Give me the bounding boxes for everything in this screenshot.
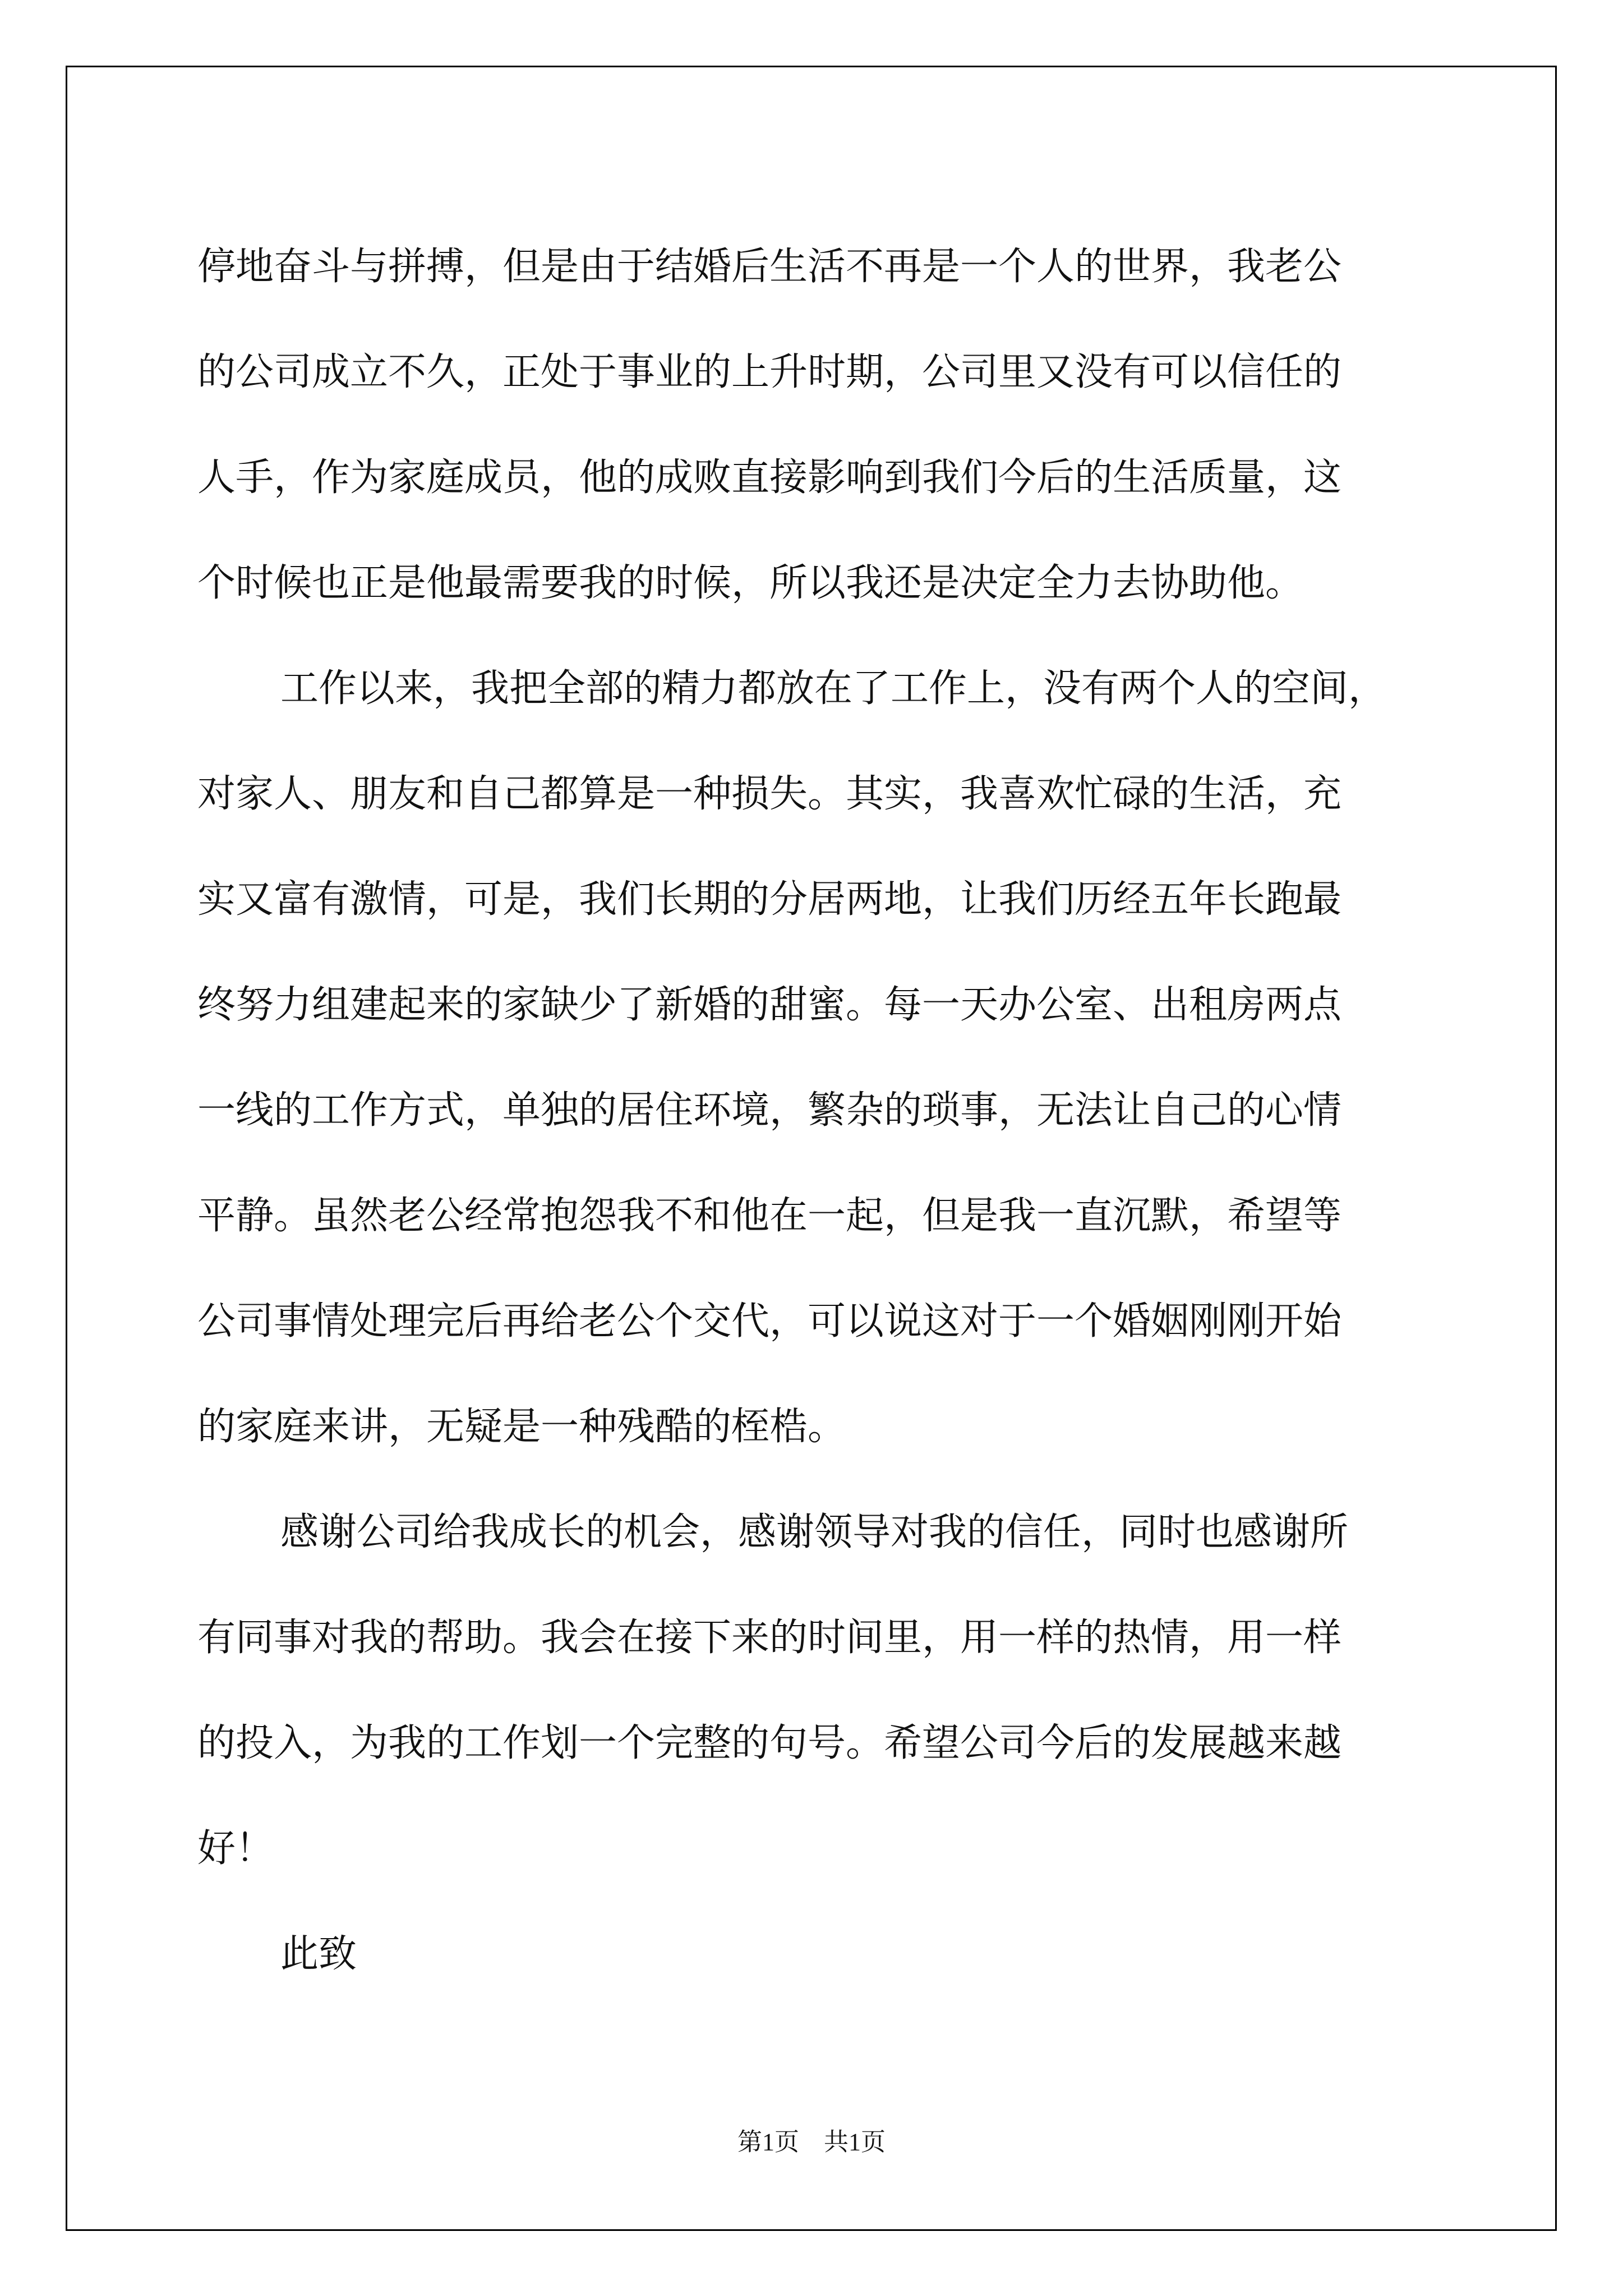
text-line: 平静。虽然老公经常抱怨我不和他在一起，但是我一直沉默，希望等 <box>197 1194 1342 1238</box>
closing-salutation: 此致 <box>280 1932 357 1976</box>
text-line: 停地奋斗与拼搏，但是由于结婚后生活不再是一个人的世界，我老公 <box>197 245 1342 289</box>
paragraph-start-line: 感谢公司给我成长的机会，感谢领导对我的信任，同时也感谢所 <box>280 1510 1349 1554</box>
page-number-footer: 第1页 共1页 <box>737 2128 886 2156</box>
text-line: 个时候也正是他最需要我的时候，所以我还是决定全力去协助他。 <box>197 561 1304 605</box>
text-line: 公司事情处理完后再给老公个交代，可以说这对于一个婚姻刚刚开始 <box>197 1299 1342 1343</box>
text-line: 的公司成立不久，正处于事业的上升时期，公司里又没有可以信任的 <box>197 350 1342 394</box>
paragraph-start-line: 工作以来，我把全部的精力都放在了工作上，没有两个人的空间， <box>280 666 1387 711</box>
text-line: 实又富有激情，可是，我们长期的分居两地，让我们历经五年长跑最 <box>197 877 1342 922</box>
text-line: 的投入，为我的工作划一个完整的句号。希望公司今后的发展越来越 <box>197 1721 1342 1765</box>
text-line: 对家人、朋友和自己都算是一种损失。其实，我喜欢忙碌的生活，充 <box>197 772 1342 816</box>
text-line: 终努力组建起来的家缺少了新婚的甜蜜。每一天办公室、出租房两点 <box>197 983 1342 1027</box>
text-line: 的家庭来讲，无疑是一种残酷的桎梏。 <box>197 1405 846 1449</box>
text-line: 好！ <box>197 1826 274 1871</box>
text-line: 人手，作为家庭成员，他的成败直接影响到我们今后的生活质量，这 <box>197 455 1342 500</box>
document-body <box>197 214 1431 2007</box>
text-line: 有同事对我的帮助。我会在接下来的时间里，用一样的热情，用一样 <box>197 1616 1342 1660</box>
text-line: 一线的工作方式，单独的居住环境，繁杂的琐事，无法让自己的心情 <box>197 1088 1342 1133</box>
